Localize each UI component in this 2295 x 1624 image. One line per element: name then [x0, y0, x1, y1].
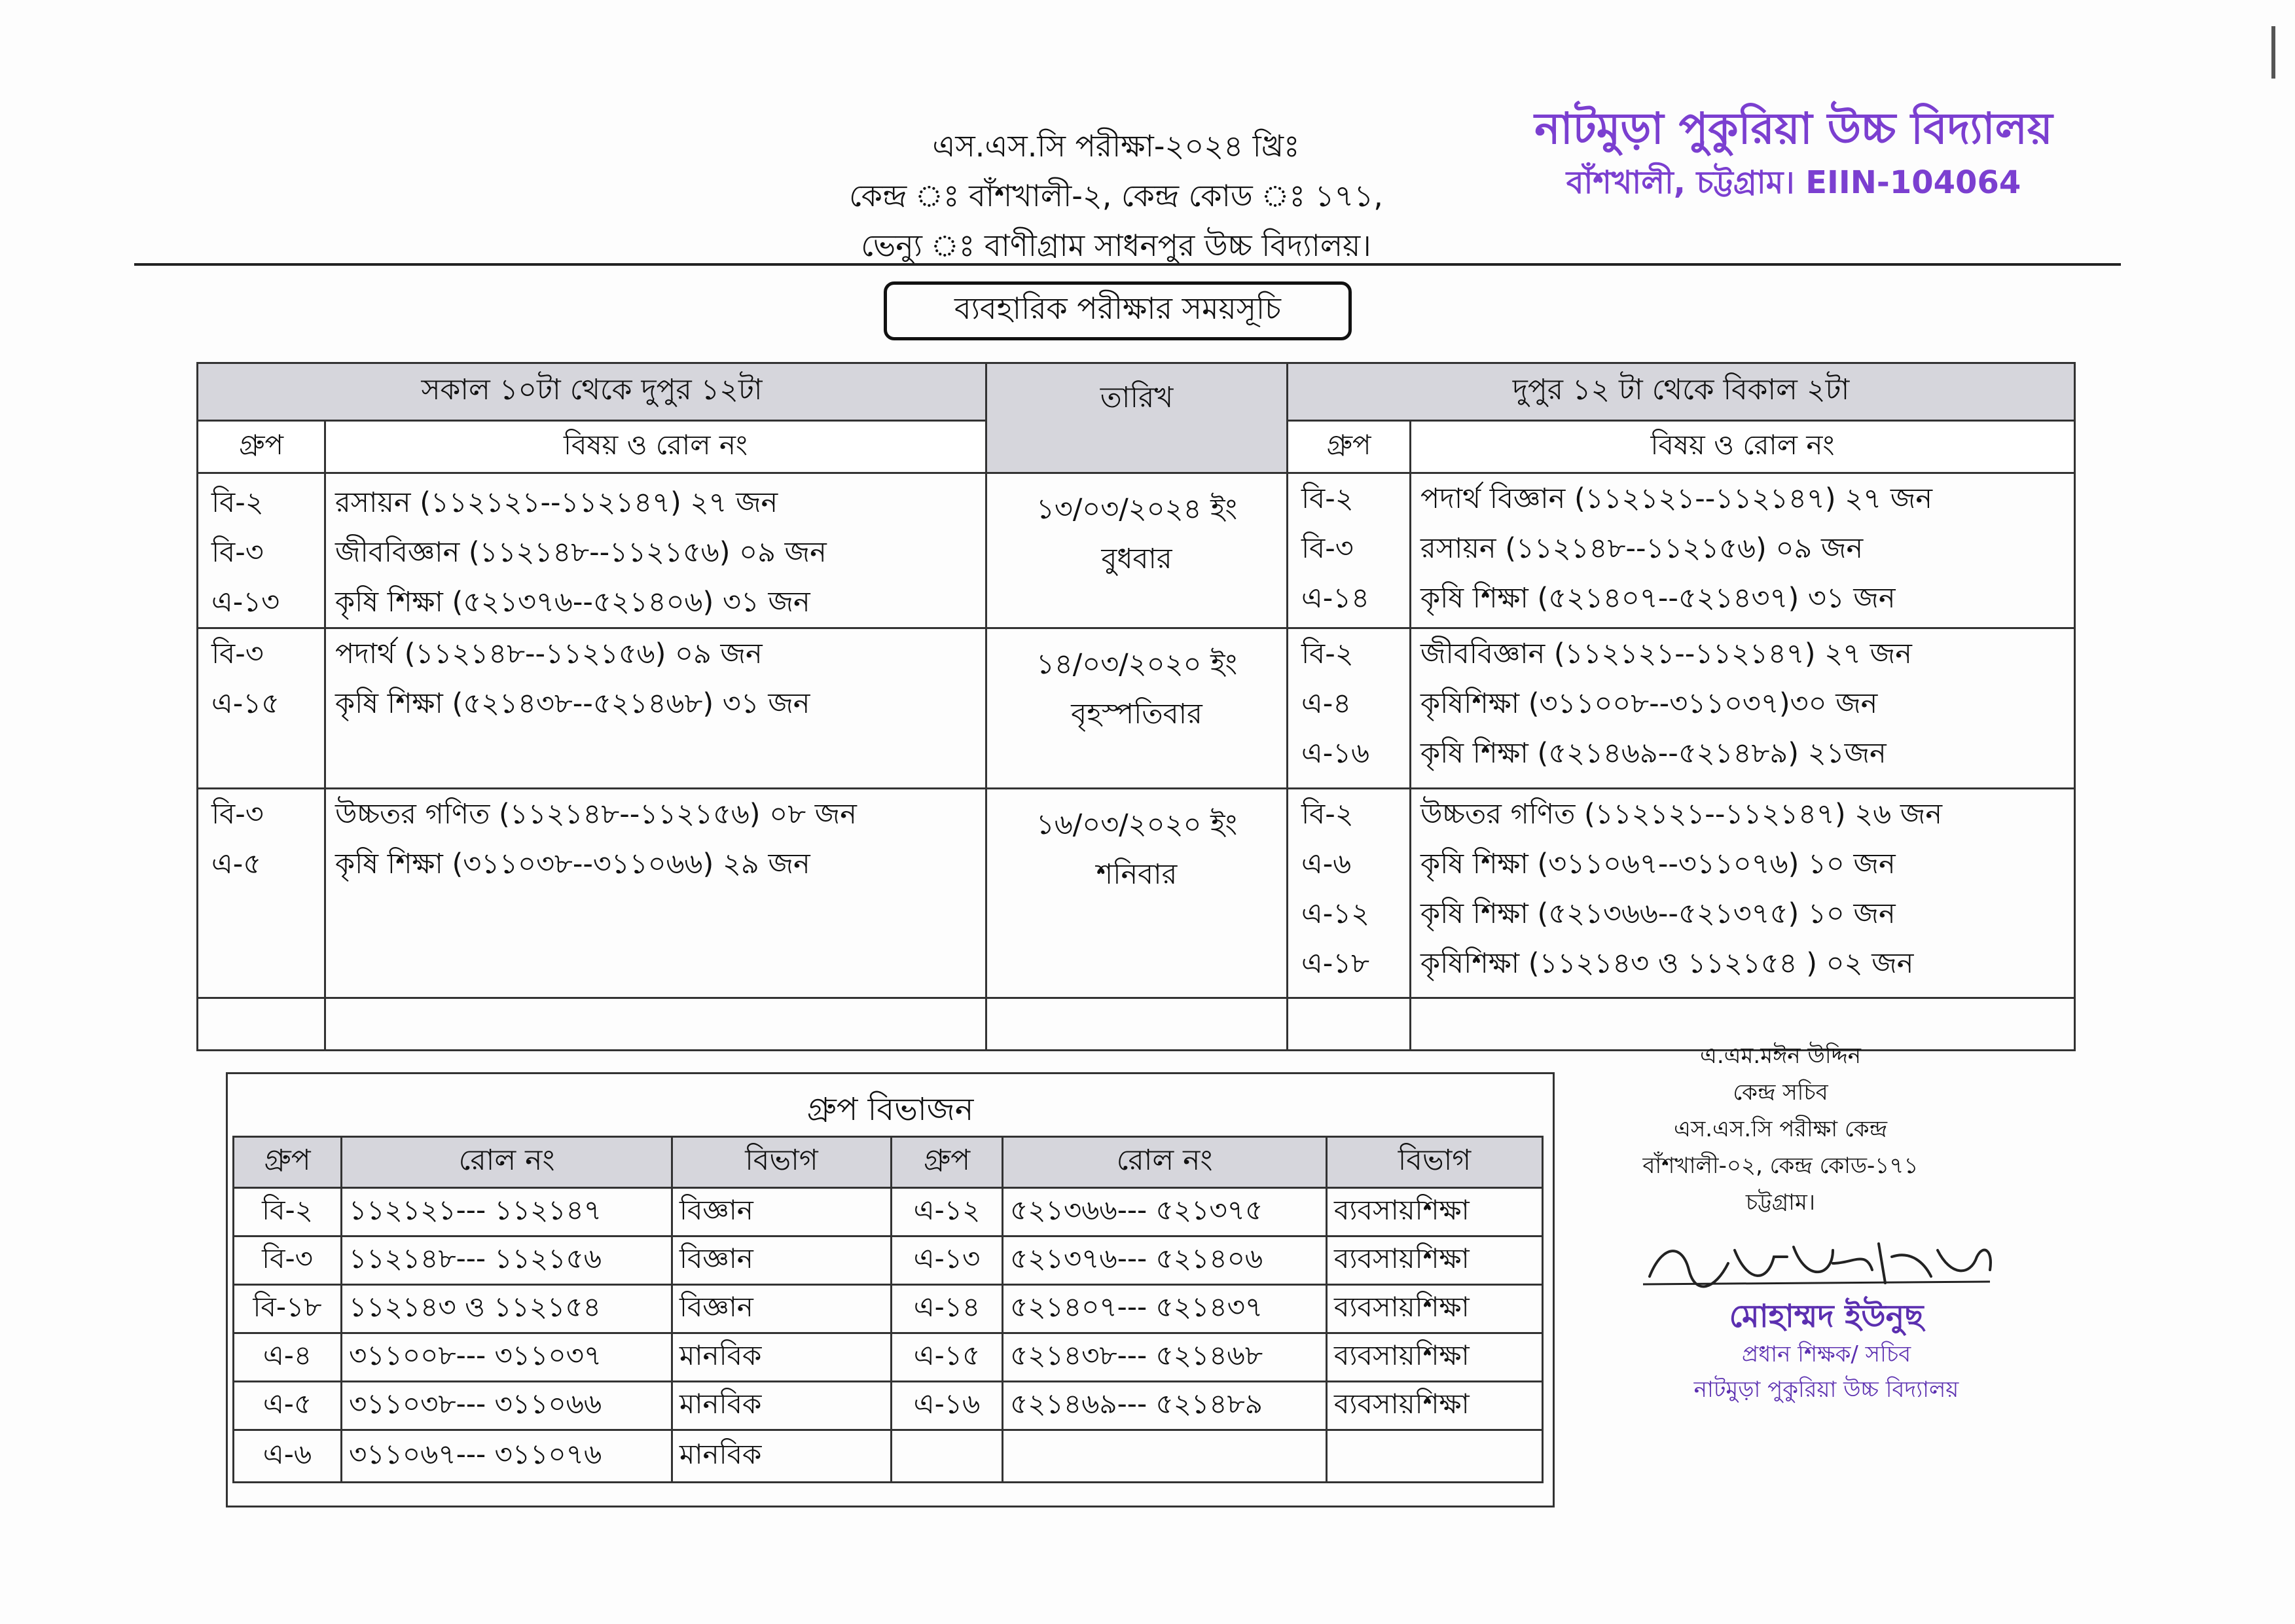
group-cell — [892, 1430, 1003, 1483]
table-row — [234, 1236, 1543, 1285]
exam-date — [986, 789, 1288, 998]
am-subject: কৃষি শিক্ষা (৩১১০৩৮--৩১১০৬৬) ২৯ জন — [335, 848, 810, 880]
secretary-role: কেন্দ্র সচিব — [1733, 1079, 1828, 1106]
pm-group: বি-২ — [1301, 798, 1354, 831]
col-header: রোল নং — [342, 1137, 672, 1188]
dept-cell: ব্যবসায়শিক্ষা — [1327, 1188, 1543, 1236]
col-header: রোল নং — [1003, 1137, 1327, 1188]
pm-group: বি-৩ — [1301, 532, 1354, 565]
dept-cell: মানবিক — [672, 1333, 892, 1382]
pm-subjects — [1411, 473, 2075, 628]
pm-group: এ-৬ — [1301, 848, 1352, 880]
am-group: বি-৩ — [211, 536, 264, 569]
am-subject: কৃষি শিক্ষা (৫২১৪৩৮--৫২১৪৬৮) ৩১ জন — [335, 687, 810, 720]
exam-title: এস.এস.সি পরীক্ষা-২০২৪ খ্রিঃ — [932, 128, 1300, 164]
dept-cell: বিজ্ঞান — [672, 1285, 892, 1333]
secretary-city: চট্টগ্রাম। — [1745, 1189, 1816, 1216]
table-row — [234, 1333, 1543, 1382]
exam-header — [655, 121, 1578, 270]
pm-subject: কৃষি শিক্ষা (৫২১৩৬৬--৫২১৩৭৫) ১০ জন — [1420, 897, 1896, 930]
group-cell: এ-৪ — [234, 1333, 342, 1382]
am-group: বি-৩ — [211, 638, 264, 670]
roll-cell: ১১২১৪৮--- ১১২১৫৬ — [342, 1236, 672, 1285]
group-cell: এ-১৫ — [892, 1333, 1003, 1382]
headmaster-school: নাটমুড়া পুকুরিয়া উচ্চ বিদ্যালয় — [1693, 1377, 1959, 1403]
dept-cell: বিজ্ঞান — [672, 1188, 892, 1236]
center-info: কেন্দ্র ঃ বাঁশখালী-২, কেন্দ্র কোড ঃ ১৭১, — [849, 178, 1383, 213]
morning-header: সকাল ১০টা থেকে দুপুর ১২টা — [198, 363, 986, 421]
pm-group: বি-২ — [1301, 638, 1354, 670]
roll-cell: ৩১১০৩৮--- ৩১১০৬৬ — [342, 1382, 672, 1430]
dept-cell: মানবিক — [672, 1382, 892, 1430]
group-cell: বি-৩ — [234, 1236, 342, 1285]
col-header: গ্রুপ — [234, 1137, 342, 1188]
am-groups — [198, 628, 325, 789]
schedule-row — [198, 628, 2075, 789]
am-subject: উচ্চতর গণিত (১১২১৪৮--১১২১৫৬) ০৮ জন — [335, 798, 857, 831]
pm-groups — [1288, 473, 1411, 628]
date-value: ১৪/০৩/২০২০ ইং — [1036, 648, 1238, 681]
roll-cell: ৫২১৩৬৬--- ৫২১৩৭৫ — [1003, 1188, 1327, 1236]
group-cell: এ-১৬ — [892, 1382, 1003, 1430]
pm-group: এ-১৮ — [1301, 947, 1370, 980]
dept-cell: ব্যবসায়শিক্ষা — [1327, 1382, 1543, 1430]
pm-subject: কৃষিশিক্ষা (১১২১৪৩ ও ১১২১৫৪ ) ০২ জন — [1420, 947, 1914, 980]
roll-cell: ৫২১৩৭৬--- ৫২১৪০৬ — [1003, 1236, 1327, 1285]
header-divider — [134, 263, 2121, 266]
secretary-center: এস.এস.সি পরীক্ষা কেন্দ্র — [1673, 1116, 1888, 1142]
pm-subject: রসায়ন (১১২১৪৮--১১২১৫৬) ০৯ জন — [1420, 532, 1864, 565]
school-stamp — [1506, 98, 2082, 206]
am-subject: জীববিজ্ঞান (১১২১৪৮--১১২১৫৬) ০৯ জন — [335, 536, 827, 569]
headmaster-role: প্রধান শিক্ষক/ সচিব — [1741, 1341, 1911, 1367]
table-row — [234, 1188, 1543, 1236]
pm-group: এ-১৬ — [1301, 737, 1370, 770]
pm-subject: পদার্থ বিজ্ঞান (১১২১২১--১১২১৪৭) ২৭ জন — [1420, 482, 1932, 515]
roll-cell: ৫২১৪৩৮--- ৫২১৪৬৮ — [1003, 1333, 1327, 1382]
roll-cell: ১১২১২১--- ১১২১৪৭ — [342, 1188, 672, 1236]
group-cell: এ-১৪ — [892, 1285, 1003, 1333]
table-row — [234, 1285, 1543, 1333]
dept-cell — [1327, 1430, 1543, 1483]
am-subjects — [325, 473, 986, 628]
col-header: গ্রুপ — [892, 1137, 1003, 1188]
col-header: বিভাগ — [672, 1137, 892, 1188]
pm-group-header: গ্রুপ — [1288, 421, 1411, 473]
date-value: ১৬/০৩/২০২০ ইং — [1036, 808, 1238, 841]
am-subject: রসায়ন (১১২১২১--১১২১৪৭) ২৭ জন — [335, 486, 778, 519]
am-subject-header: বিষয় ও রোল নং — [325, 421, 986, 473]
pm-group: এ-১৪ — [1301, 582, 1370, 615]
schedule-row — [198, 473, 2075, 628]
group-cell: এ-১২ — [892, 1188, 1003, 1236]
scan-edge-mark — [2271, 26, 2275, 79]
pm-group: বি-২ — [1301, 482, 1354, 515]
group-cell: বি-২ — [234, 1188, 342, 1236]
am-group-header: গ্রুপ — [198, 421, 325, 473]
date-value: ১৩/০৩/২০২৪ ইং — [1036, 493, 1238, 526]
table-row — [234, 1382, 1543, 1430]
date-header: তারিখ — [986, 363, 1288, 473]
col-header: বিভাগ — [1327, 1137, 1543, 1188]
exam-date — [986, 628, 1288, 789]
handwritten-signature — [1636, 1224, 2003, 1303]
pm-subjects — [1411, 789, 2075, 998]
pm-group: এ-৪ — [1301, 687, 1352, 720]
am-group: বি-৩ — [211, 798, 264, 831]
table-row — [234, 1430, 1543, 1483]
secretary-name: এ.এম.মঈন উদ্দিন — [1699, 1043, 1862, 1069]
venue-info: ভেন্যু ঃ বাণীগ্রাম সাধনপুর উচ্চ বিদ্যালয়। — [861, 228, 1371, 263]
roll-cell: ৩১১০৬৭--- ৩১১০৭৬ — [342, 1430, 672, 1483]
day-value: বৃহস্পতিবার — [1071, 698, 1202, 731]
secretary-location: বাঁশখালী-০২, কেন্দ্র কোড-১৭১ — [1642, 1153, 1919, 1179]
stamp-school-name: নাটমুড়া পুকুরিয়া উচ্চ বিদ্যালয় — [1534, 103, 2053, 154]
schedule-table — [196, 362, 2076, 1051]
pm-subject-header: বিষয় ও রোল নং — [1411, 421, 2075, 473]
group-division-table — [232, 1136, 1544, 1483]
am-group: বি-২ — [211, 486, 264, 519]
day-value: বুধবার — [1101, 543, 1172, 575]
schedule-row — [198, 789, 2075, 998]
pm-subject: উচ্চতর গণিত (১১২১২১--১১২১৪৭) ২৬ জন — [1420, 798, 1943, 831]
center-secretary-block — [1545, 1038, 2016, 1221]
am-subject: পদার্থ (১১২১৪৮--১১২১৫৬) ০৯ জন — [335, 638, 763, 670]
group-cell: এ-১৩ — [892, 1236, 1003, 1285]
pm-subjects — [1411, 628, 2075, 789]
pm-groups — [1288, 628, 1411, 789]
headmaster-name: মোহাম্মদ ইউনুছ — [1729, 1298, 1924, 1335]
pm-subject: জীববিজ্ঞান (১১২১২১--১১২১৪৭) ২৭ জন — [1420, 638, 1912, 670]
dept-cell: ব্যবসায়শিক্ষা — [1327, 1285, 1543, 1333]
pm-group: এ-১২ — [1301, 897, 1370, 930]
group-division-title: গ্রুপ বিভাজন — [806, 1091, 974, 1128]
pm-subject: কৃষি শিক্ষা (৫২১৪০৭--৫২১৪৩৭) ৩১ জন — [1420, 582, 1896, 615]
document-title: ব্যবহারিক পরীক্ষার সময়সূচি — [884, 281, 1352, 340]
roll-cell: ১১২১৪৩ ও ১১২১৫৪ — [342, 1285, 672, 1333]
pm-groups — [1288, 789, 1411, 998]
group-header-row — [234, 1137, 1543, 1188]
group-cell: এ-৬ — [234, 1430, 342, 1483]
pm-subject: কৃষিশিক্ষা (৩১১০০৮--৩১১০৩৭)৩০ জন — [1420, 687, 1878, 720]
pm-subject: কৃষি শিক্ষা (৫২১৪৬৯--৫২১৪৮৯) ২১জন — [1420, 737, 1887, 770]
roll-cell: ৩১১০০৮--- ৩১১০৩৭ — [342, 1333, 672, 1382]
roll-cell — [1003, 1430, 1327, 1483]
stamp-address: বাঁশখালী, চট্টগ্রাম। EIIN-104064 — [1566, 164, 2021, 201]
am-subject: কৃষি শিক্ষা (৫২১৩৭৬--৫২১৪০৬) ৩১ জন — [335, 586, 810, 619]
group-cell: বি-১৮ — [234, 1285, 342, 1333]
dept-cell: মানবিক — [672, 1430, 892, 1483]
headmaster-block — [1623, 1296, 2029, 1407]
am-subjects — [325, 628, 986, 789]
dept-cell: ব্যবসায়শিক্ষা — [1327, 1333, 1543, 1382]
roll-cell: ৫২১৪৬৯--- ৫২১৪৮৯ — [1003, 1382, 1327, 1430]
am-group: এ-১৩ — [211, 586, 280, 619]
am-groups — [198, 473, 325, 628]
am-group: এ-১৫ — [211, 687, 280, 720]
roll-cell: ৫২১৪০৭--- ৫২১৪৩৭ — [1003, 1285, 1327, 1333]
dept-cell: বিজ্ঞান — [672, 1236, 892, 1285]
am-group: এ-৫ — [211, 848, 262, 880]
day-value: শনিবার — [1096, 858, 1178, 891]
pm-subject: কৃষি শিক্ষা (৩১১০৬৭--৩১১০৭৬) ১০ জন — [1420, 848, 1896, 880]
dept-cell: ব্যবসায়শিক্ষা — [1327, 1236, 1543, 1285]
exam-date — [986, 473, 1288, 628]
am-groups — [198, 789, 325, 998]
afternoon-header: দুপুর ১২ টা থেকে বিকাল ২টা — [1288, 363, 2075, 421]
group-cell: এ-৫ — [234, 1382, 342, 1430]
am-subjects — [325, 789, 986, 998]
